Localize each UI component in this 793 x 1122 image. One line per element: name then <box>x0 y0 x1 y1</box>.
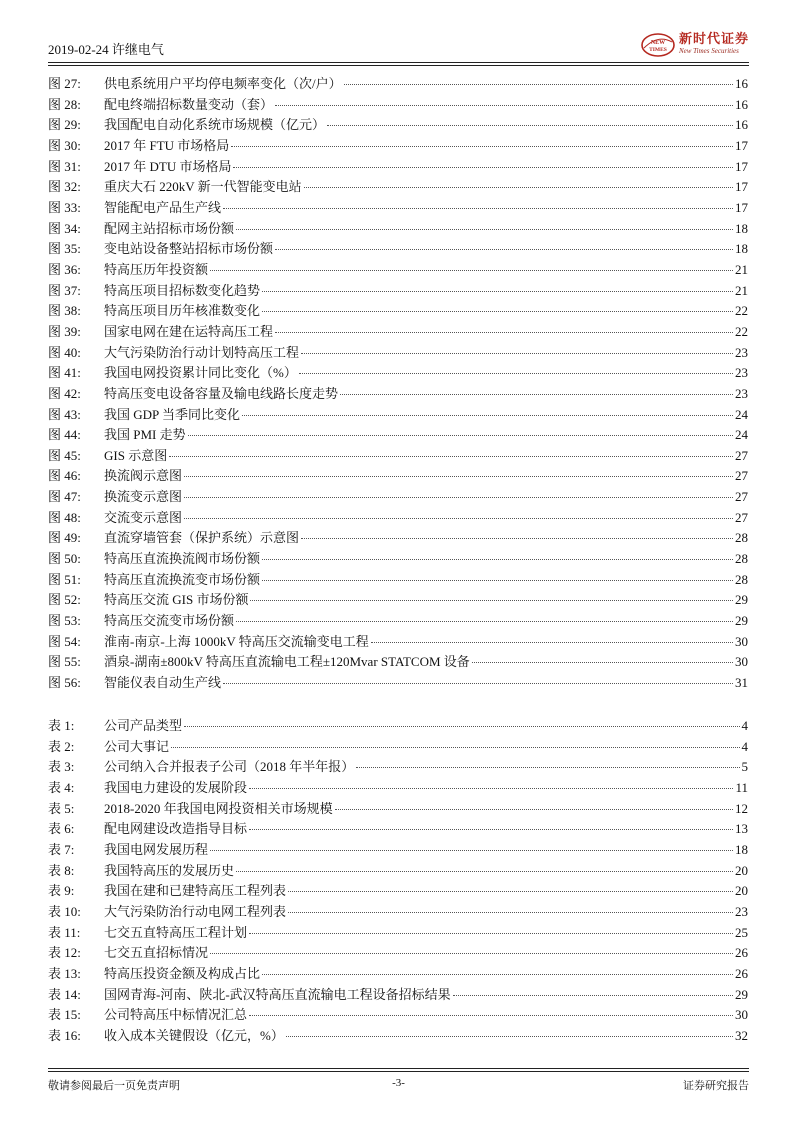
dot-leader <box>184 518 733 519</box>
dot-leader <box>304 187 733 188</box>
figure-page-number: 27 <box>735 509 748 525</box>
table-title: 公司产品类型 <box>104 718 183 733</box>
svg-text:NEW: NEW <box>650 40 666 46</box>
dot-leader <box>171 747 739 748</box>
figure-title: 重庆大石 220kV 新一代智能变电站 <box>104 179 302 195</box>
dot-leader <box>275 249 733 250</box>
figure-page-number: 21 <box>735 261 748 277</box>
table-title: 七交五直特高压工程计划 <box>104 924 248 940</box>
figure-label: 图 40: <box>48 344 81 360</box>
figure-entry[interactable] <box>48 322 748 343</box>
figure-title: 我国 GDP 当季同比变化 <box>104 406 241 422</box>
figure-label: 图 38: <box>48 303 81 319</box>
figure-page-number: 22 <box>735 303 748 319</box>
dot-leader <box>236 621 733 622</box>
table-entry[interactable] <box>48 819 748 840</box>
table-page-number: 4 <box>741 738 748 754</box>
figure-list <box>48 74 748 694</box>
footer-rule <box>48 1071 749 1072</box>
dot-leader <box>299 373 733 374</box>
dot-leader <box>184 497 733 498</box>
figure-title: 酒泉-湖南±800kV 特高压直流输电工程±120Mvar STATCOM 设备 <box>104 654 470 670</box>
figure-title: 特高压项目历年核准数变化 <box>104 303 261 319</box>
figure-title: 特高压交流 GIS 市场份额 <box>104 592 249 608</box>
figure-page-number: 30 <box>735 633 748 649</box>
dot-leader <box>262 974 733 975</box>
figure-page-number: 18 <box>735 220 748 236</box>
table-entry[interactable] <box>48 964 748 985</box>
figure-label: 图 28: <box>48 96 81 112</box>
figure-title: 大气污染防治行动计划特高压工程 <box>104 344 300 360</box>
figure-title: 我国电网投资累计同比变化（%） <box>104 365 297 381</box>
figure-label: 图 31: <box>48 158 81 174</box>
table-title: 我国在建和已建特高压工程列表 <box>104 883 287 899</box>
figure-entry[interactable] <box>48 115 748 136</box>
table-label: 表 13: <box>48 965 81 981</box>
table-label: 表 4: <box>48 779 75 795</box>
dot-leader <box>249 829 733 830</box>
dot-leader <box>210 270 733 271</box>
table-title: 国网青海-河南、陕北-武汉特高压直流输电工程设备招标结果 <box>104 986 451 1002</box>
figure-entry[interactable] <box>48 549 748 570</box>
dot-leader <box>249 933 733 934</box>
dot-leader <box>472 662 733 663</box>
dot-leader <box>250 600 733 601</box>
figure-label: 图 33: <box>48 199 81 215</box>
figure-entry[interactable] <box>48 466 748 487</box>
figure-page-number: 24 <box>735 406 748 422</box>
dot-leader <box>275 105 733 106</box>
figure-page-number: 24 <box>735 427 748 443</box>
table-label: 表 16: <box>48 1027 81 1043</box>
figure-label: 图 39: <box>48 323 81 339</box>
figure-title: 淮南-南京-上海 1000kV 特高压交流输变电工程 <box>104 633 369 649</box>
figure-page-number: 28 <box>735 571 748 587</box>
figure-entry[interactable] <box>48 157 748 178</box>
table-entry[interactable] <box>48 881 748 902</box>
figure-label: 图 43: <box>48 406 81 422</box>
figure-title: 直流穿墙管套（保护系统）示意图 <box>104 530 300 546</box>
figure-page-number: 17 <box>735 199 748 215</box>
figure-label: 图 41: <box>48 365 81 381</box>
table-entry[interactable] <box>48 985 748 1006</box>
figure-page-number: 23 <box>735 365 748 381</box>
table-page-number: 26 <box>735 945 748 961</box>
figure-page-number: 17 <box>735 158 748 174</box>
table-label: 表 14: <box>48 986 81 1002</box>
dot-leader <box>233 167 733 168</box>
figure-label: 图 36: <box>48 261 81 277</box>
table-page-number: 18 <box>735 841 748 857</box>
figure-title: 变电站设备整站招标市场份额 <box>104 241 274 257</box>
figure-title: 配电终端招标数量变动（套） <box>104 96 274 112</box>
figure-page-number: 27 <box>735 468 748 484</box>
dot-leader <box>344 84 733 85</box>
figure-page-number: 16 <box>735 96 748 112</box>
dot-leader <box>371 642 733 643</box>
header-date-company: 2019-02-24 许继电气 <box>48 42 164 57</box>
figure-label: 图 56: <box>48 675 81 691</box>
dot-leader <box>262 580 733 581</box>
figure-label: 图 49: <box>48 530 81 546</box>
dot-leader <box>262 291 733 292</box>
figure-label: 图 54: <box>48 633 81 649</box>
footer-disclaimer-note: 敬请参阅最后一页免责声明 <box>48 1080 180 1092</box>
dot-leader <box>223 208 733 209</box>
table-title: 特高压投资金额及构成占比 <box>104 965 261 981</box>
figure-title: GIS 示意图 <box>104 447 168 463</box>
dot-leader <box>184 476 733 477</box>
figure-title: 换流变示意图 <box>104 489 183 505</box>
figure-page-number: 30 <box>735 654 748 670</box>
dot-leader <box>188 435 733 436</box>
dot-leader <box>249 788 733 789</box>
table-page-number: 30 <box>735 1007 748 1023</box>
table-label: 表 8: <box>48 862 75 878</box>
table-page-number: 5 <box>741 759 748 775</box>
table-label: 表 1: <box>48 718 75 733</box>
table-title: 大气污染防治行动电网工程列表 <box>104 903 287 919</box>
figure-page-number: 16 <box>735 117 748 133</box>
dot-leader <box>301 538 733 539</box>
dot-leader <box>453 995 733 996</box>
dot-leader <box>262 311 733 312</box>
figure-entry[interactable] <box>48 136 748 157</box>
figure-entry[interactable] <box>48 611 748 632</box>
figure-entry[interactable] <box>48 260 748 281</box>
table-label: 表 9: <box>48 883 75 899</box>
table-page-number: 20 <box>735 862 748 878</box>
dot-leader <box>231 146 733 147</box>
figure-title: 换流阀示意图 <box>104 468 183 484</box>
page-footer <box>48 1068 749 1098</box>
figure-entry[interactable] <box>48 508 748 529</box>
figure-page-number: 16 <box>735 76 748 91</box>
figure-title: 配网主站招标市场份额 <box>104 220 235 236</box>
table-label: 表 6: <box>48 821 75 837</box>
figure-label: 图 37: <box>48 282 81 298</box>
table-page-number: 13 <box>735 821 748 837</box>
figure-page-number: 27 <box>735 447 748 463</box>
figure-entry[interactable] <box>48 95 748 116</box>
dot-leader <box>288 891 733 892</box>
table-entry[interactable] <box>48 943 748 964</box>
figure-label: 图 29: <box>48 117 81 133</box>
figure-entry[interactable] <box>48 487 748 508</box>
figure-entry[interactable] <box>48 198 748 219</box>
figure-page-number: 17 <box>735 179 748 195</box>
logo-english-name: New Times Securities <box>678 47 739 55</box>
dot-leader <box>262 559 733 560</box>
table-title: 公司纳入合并报表子公司（2018 年半年报） <box>104 759 355 775</box>
table-page-number: 32 <box>735 1027 748 1043</box>
table-label: 表 15: <box>48 1007 81 1023</box>
figure-label: 图 46: <box>48 468 81 484</box>
figure-entry[interactable] <box>48 177 748 198</box>
dot-leader <box>301 353 733 354</box>
figure-page-number: 31 <box>735 675 748 691</box>
figure-entry[interactable] <box>48 425 748 446</box>
figure-page-number: 29 <box>735 592 748 608</box>
figure-entry[interactable] <box>48 632 748 653</box>
figure-entry[interactable] <box>48 446 748 467</box>
figure-entry[interactable] <box>48 74 748 95</box>
figure-title: 我国配电自动化系统市场规模（亿元） <box>104 117 326 133</box>
table-entry[interactable] <box>48 757 748 778</box>
dot-leader <box>288 912 733 913</box>
table-title: 七交五直招标情况 <box>104 945 209 961</box>
table-label: 表 12: <box>48 945 81 961</box>
dot-leader <box>210 953 733 954</box>
figure-page-number: 28 <box>735 551 748 567</box>
logo-chinese-name: 新时代证券 <box>678 32 749 47</box>
figure-page-number: 27 <box>735 489 748 505</box>
figure-title: 我国 PMI 走势 <box>104 427 186 443</box>
dot-leader <box>236 871 733 872</box>
figure-entry[interactable] <box>48 343 748 364</box>
footer-rule-thin <box>48 1068 749 1069</box>
figure-label: 图 42: <box>48 385 81 401</box>
new-times-emblem-icon <box>640 32 676 58</box>
figure-label: 图 50: <box>48 551 81 567</box>
table-entry[interactable] <box>48 840 748 861</box>
figure-label: 图 52: <box>48 592 81 608</box>
figure-title: 智能配电产品生产线 <box>104 199 222 215</box>
dot-leader <box>236 229 733 230</box>
table-entry[interactable] <box>48 861 748 882</box>
table-title: 我国电力建设的发展阶段 <box>104 779 248 795</box>
figure-entry[interactable] <box>48 301 748 322</box>
table-title: 配电网建设改造指导目标 <box>104 821 248 837</box>
company-logo <box>640 32 749 58</box>
dot-leader <box>327 125 733 126</box>
table-page-number: 11 <box>735 779 748 795</box>
figure-page-number: 23 <box>735 385 748 401</box>
figure-entry[interactable] <box>48 384 748 405</box>
figure-title: 2017 年 DTU 市场格局 <box>104 158 232 174</box>
footer-report-type: 证券研究报告 <box>683 1080 749 1092</box>
figure-entry[interactable] <box>48 363 748 384</box>
figure-title: 特高压历年投资额 <box>104 261 209 277</box>
table-entry[interactable] <box>48 902 748 923</box>
figure-title: 特高压交流变市场份额 <box>104 613 235 629</box>
table-page-number: 4 <box>741 718 748 733</box>
figure-title: 国家电网在建在运特高压工程 <box>104 323 274 339</box>
figure-page-number: 18 <box>735 241 748 257</box>
dot-leader <box>335 809 733 810</box>
table-title: 收入成本关键假设（亿元，%） <box>104 1027 284 1043</box>
figure-title: 特高压变电设备容量及输电线路长度走势 <box>104 385 339 401</box>
figure-title: 特高压直流换流阀市场份额 <box>104 551 261 567</box>
table-title: 公司大事记 <box>104 738 170 754</box>
figure-label: 图 35: <box>48 241 81 257</box>
figure-label: 图 27: <box>48 76 81 91</box>
figure-title: 特高压直流换流变市场份额 <box>104 571 261 587</box>
figure-entry[interactable] <box>48 405 748 426</box>
figure-label: 图 32: <box>48 179 81 195</box>
figure-label: 图 45: <box>48 447 81 463</box>
table-page-number: 29 <box>735 986 748 1002</box>
table-entry[interactable] <box>48 778 748 799</box>
header-rule-thin <box>48 65 749 66</box>
figure-title: 特高压项目招标数变化趋势 <box>104 282 261 298</box>
figure-entry[interactable] <box>48 219 748 240</box>
figure-entry[interactable] <box>48 239 748 260</box>
page-number: -3- <box>392 1077 405 1089</box>
figure-entry[interactable] <box>48 570 748 591</box>
figure-entry[interactable] <box>48 673 748 694</box>
figure-entry[interactable] <box>48 590 748 611</box>
table-entry[interactable] <box>48 923 748 944</box>
figure-label: 图 55: <box>48 654 81 670</box>
table-label: 表 7: <box>48 841 75 857</box>
figure-page-number: 28 <box>735 530 748 546</box>
table-entry[interactable] <box>48 737 748 758</box>
dot-leader <box>286 1036 733 1037</box>
table-entry[interactable] <box>48 799 748 820</box>
table-label: 表 10: <box>48 903 81 919</box>
table-title: 公司特高压中标情况汇总 <box>104 1007 248 1023</box>
figure-page-number: 17 <box>735 137 748 153</box>
figure-title: 智能仪表自动生产线 <box>104 675 222 691</box>
figure-title: 2017 年 FTU 市场格局 <box>104 137 230 153</box>
dot-leader <box>210 850 733 851</box>
figure-label: 图 48: <box>48 509 81 525</box>
figure-page-number: 21 <box>735 282 748 298</box>
table-page-number: 12 <box>735 800 748 816</box>
figure-page-number: 29 <box>735 613 748 629</box>
dot-leader <box>249 1015 733 1016</box>
page-header <box>48 32 749 60</box>
figure-label: 图 51: <box>48 571 81 587</box>
figure-page-number: 23 <box>735 344 748 360</box>
table-label: 表 5: <box>48 800 75 816</box>
figure-label: 图 30: <box>48 137 81 153</box>
dot-leader <box>356 767 739 768</box>
table-entry[interactable] <box>48 716 748 737</box>
table-title: 2018-2020 年我国电网投资相关市场规模 <box>104 800 333 816</box>
table-title: 我国特高压的发展历史 <box>104 862 235 878</box>
svg-text:TIMES: TIMES <box>649 47 667 53</box>
figure-title: 供电系统用户平均停电频率变化（次/户） <box>104 76 342 91</box>
dot-leader <box>169 456 733 457</box>
figure-title: 交流变示意图 <box>104 509 183 525</box>
table-entry[interactable] <box>48 1005 748 1026</box>
table-page-number: 20 <box>735 883 748 899</box>
figure-label: 图 44: <box>48 427 81 443</box>
table-page-number: 25 <box>735 924 748 940</box>
figure-entry[interactable] <box>48 652 748 673</box>
figure-entry[interactable] <box>48 281 748 302</box>
dot-leader <box>275 332 733 333</box>
table-title: 我国电网发展历程 <box>104 841 209 857</box>
dot-leader <box>340 394 733 395</box>
figure-label: 图 34: <box>48 220 81 236</box>
dot-leader <box>184 726 739 727</box>
table-entry[interactable] <box>48 1026 748 1047</box>
table-label: 表 2: <box>48 738 75 754</box>
table-page-number: 23 <box>735 903 748 919</box>
dot-leader <box>223 683 733 684</box>
figure-entry[interactable] <box>48 528 748 549</box>
table-list <box>48 716 748 1047</box>
table-label: 表 3: <box>48 759 75 775</box>
figure-page-number: 22 <box>735 323 748 339</box>
figure-label: 图 47: <box>48 489 81 505</box>
dot-leader <box>242 415 733 416</box>
table-page-number: 26 <box>735 965 748 981</box>
figure-label: 图 53: <box>48 613 81 629</box>
header-rule <box>48 62 749 63</box>
table-label: 表 11: <box>48 924 81 940</box>
